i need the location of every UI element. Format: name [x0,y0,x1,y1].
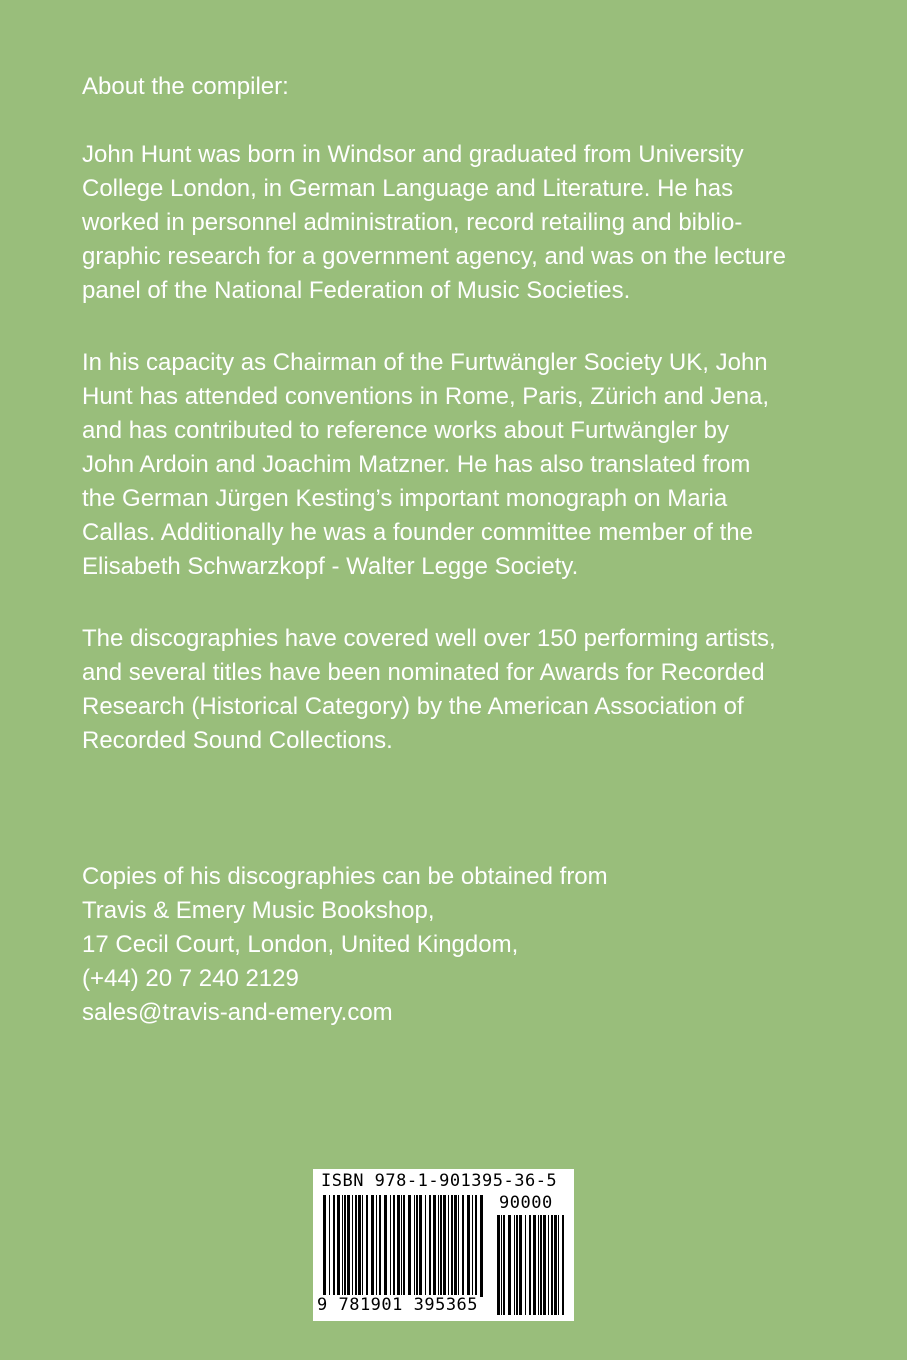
barcode-bar [408,1195,411,1297]
barcode-bar [462,1195,464,1297]
barcode-bar [551,1215,553,1315]
contact-address: 17 Cecil Court, London, United Kingdom, [82,931,519,958]
barcode-bar [554,1215,557,1315]
barcode-bar [538,1215,539,1315]
barcode-bar [384,1195,387,1297]
barcode-bar [508,1215,511,1315]
line: and several titles have been nominated for Awards for Recorded [82,659,765,686]
barcode-bar [503,1215,505,1315]
isbn-label: ISBN 978-1-901395-36-5 [321,1171,558,1191]
barcode-bar [403,1195,405,1297]
barcode-bar [347,1195,350,1297]
line: the German Jürgen Kesting’s important monograph on Maria [82,485,728,512]
barcode-bar [501,1215,502,1315]
barcode-bar [333,1195,335,1297]
barcode-bar [533,1215,536,1315]
bio-paragraph-1 [82,138,838,308]
barcode-bar [397,1195,400,1297]
barcode-bar [516,1215,518,1315]
barcode-bar [540,1215,542,1315]
barcode-bar [558,1215,559,1315]
barcode-bar [414,1195,415,1297]
barcode-bar [525,1215,526,1315]
barcode-bar [379,1195,381,1297]
line: Elisabeth Schwarzkopf - Walter Legge Society. [82,553,579,580]
barcode-bar [443,1195,446,1297]
line: Callas. Additionally he was a founder committee member of the [82,519,754,546]
line: and has contributed to reference works about Furtwängler by [82,417,730,444]
barcode-bar [358,1195,361,1297]
barcode-bar [323,1195,326,1297]
barcode-bar [514,1215,515,1315]
bio-paragraph-2 [82,346,838,584]
barcode-bar [529,1215,531,1315]
bio-paragraph-3 [82,622,838,758]
barcode-bar [472,1195,473,1297]
barcode-bar [329,1195,330,1297]
isbn-barcode [313,1169,574,1321]
barcode-bar [355,1195,357,1297]
barcode-bar [562,1215,564,1315]
barcode-bar [480,1195,483,1297]
barcode-bar [401,1195,402,1297]
barcode-bar [352,1195,353,1297]
barcode-bar [393,1195,395,1297]
contact-shop: Travis & Emery Music Bookshop, [82,897,435,924]
barcode-bar [419,1195,422,1297]
line: Hunt has attended conventions in Rome, Paris, Zürich and Jena, [82,383,770,410]
barcode-bar [438,1195,439,1297]
barcode-bar [467,1195,470,1297]
barcode-bar [366,1195,368,1297]
barcode-bar [342,1195,343,1297]
barcode-bar [543,1215,546,1315]
barcode-bar [416,1195,418,1297]
barcode-bar [390,1195,391,1297]
barcode-bar [448,1195,449,1297]
line: In his capacity as Chairman of the Furtwängler Society UK, John [82,349,768,376]
line: Research (Historical Category) by the American Association of [82,693,744,720]
barcode-bar [454,1195,457,1297]
line: graphic research for a government agency, and was on the lecture [82,243,786,270]
contact-email: sales@travis-and-emery.com [82,999,393,1026]
barcode-bar [475,1195,477,1297]
barcode-bar [362,1195,363,1297]
ean-digits: 9 781901 395365 [317,1295,479,1315]
line: John Ardoin and Joachim Matzner. He has also translated from [82,451,751,478]
barcode-bar [458,1195,459,1297]
contact-intro: Copies of his discographies can be obtained from [82,863,608,890]
contact-block [82,860,608,1030]
barcode-bar [497,1215,500,1315]
barcode-addon: 90000 [499,1193,553,1213]
barcode-bar [451,1195,453,1297]
line: The discographies have covered well over 150 performing artists, [82,625,776,652]
barcode-bar [440,1195,442,1297]
barcode-bar [376,1195,377,1297]
line: panel of the National Federation of Music Societies. [82,277,631,304]
barcode-bar [337,1195,340,1297]
barcode-bar [519,1215,522,1315]
barcode-bar [429,1195,431,1297]
contact-phone: (+44) 20 7 240 2129 [82,965,299,992]
line: College London, in German Language and Literature. He has [82,175,734,202]
line: worked in personnel administration, record retailing and biblio- [82,209,743,236]
barcode-bar [433,1195,436,1297]
barcode-bar [548,1215,549,1315]
barcode-bar [344,1195,346,1297]
line: Recorded Sound Collections. [82,727,393,754]
line: John Hunt was born in Windsor and graduated from University [82,141,744,168]
heading: About the compiler: [82,73,289,100]
barcode-bar [425,1195,426,1297]
barcode-bar [371,1195,374,1297]
